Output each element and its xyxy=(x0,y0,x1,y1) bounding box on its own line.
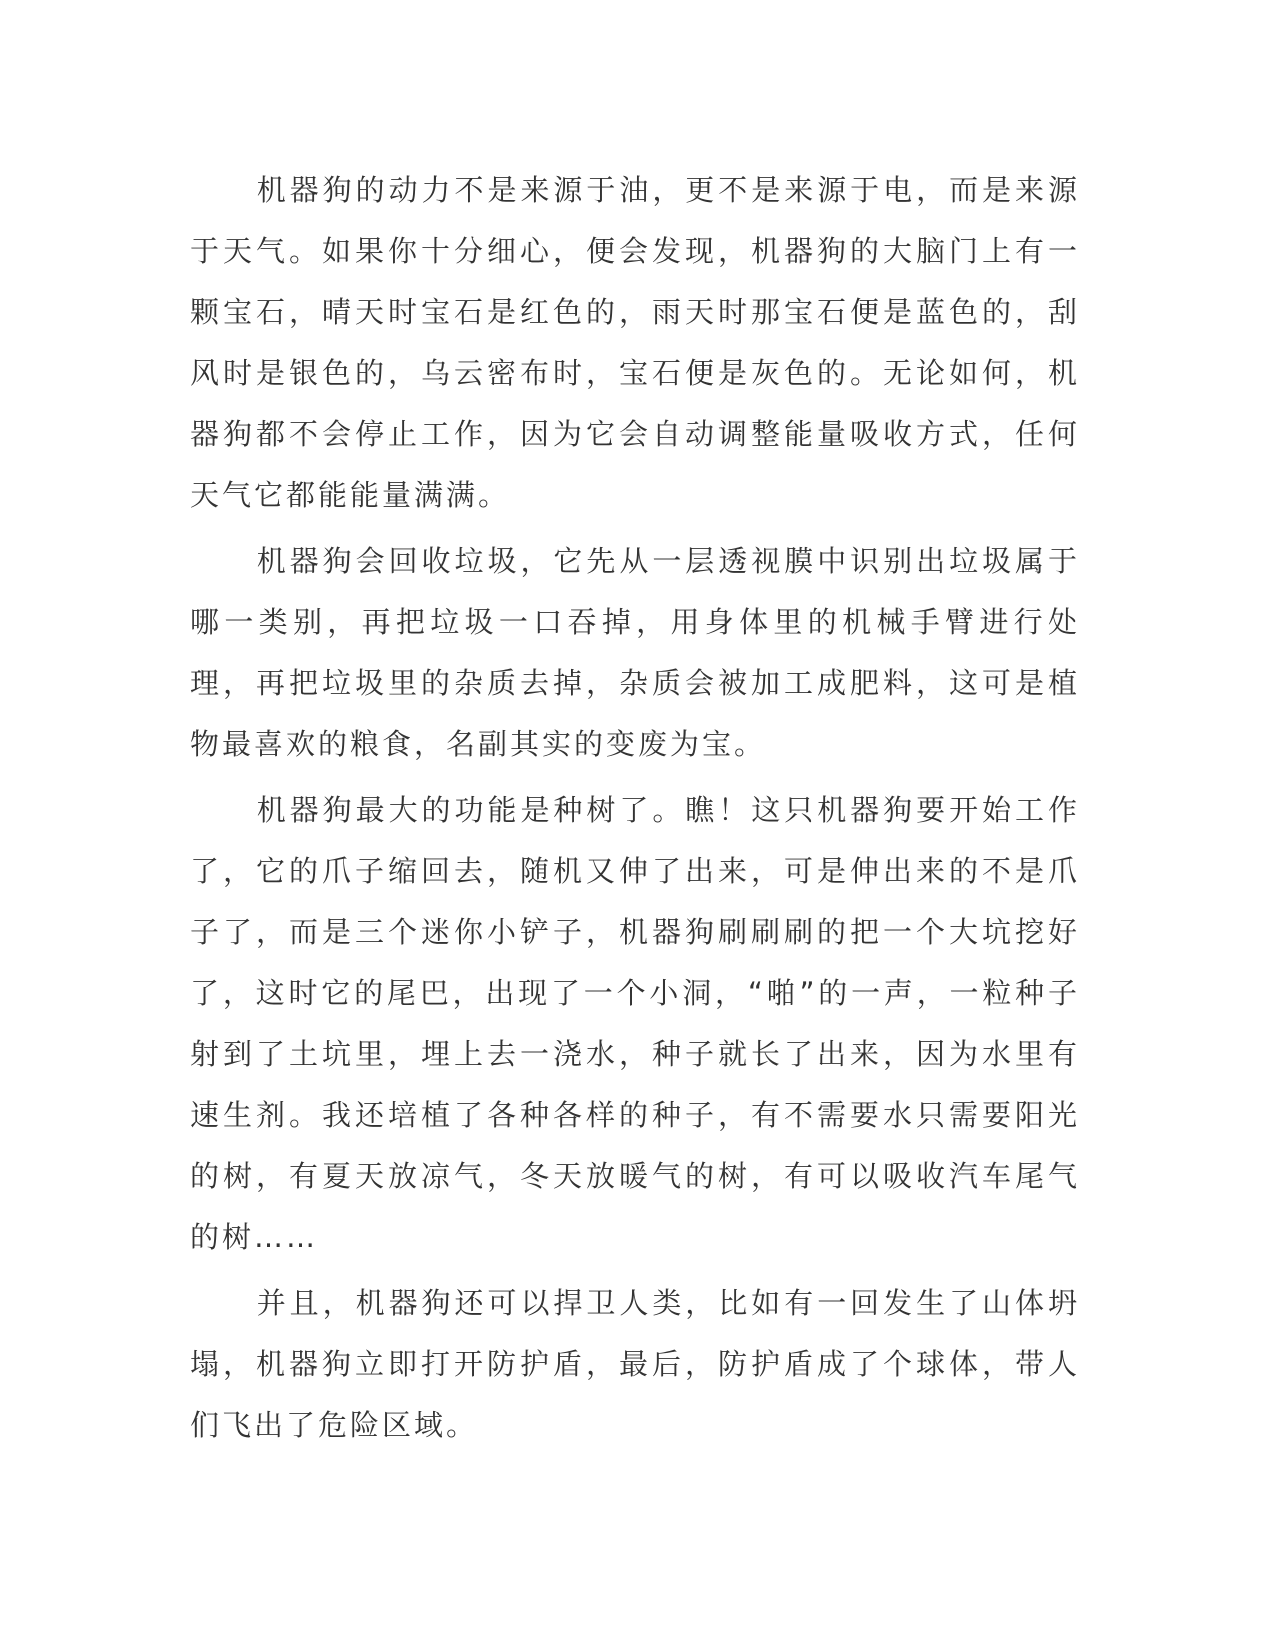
paragraph-power-source: 机器狗的动力不是来源于油，更不是来源于电，而是来源于天气。如果你十分细心，便会发现，机器狗的大脑门上有一颗宝石，晴天时宝石是红色的，雨天时那宝石便是蓝色的，刮风时是银色的，乌云密布时，宝石便是灰色的。无论如何，机器狗都不会停止工作，因为它会自动调整能量吸收方式，任何天气它都能能量满满。 xyxy=(190,173,1080,512)
paragraph-garbage-recycling: 机器狗会回收垃圾，它先从一层透视膜中识别出垃圾属于哪一类别，再把垃圾一口吞掉，用身体里的机械手臂进行处理，再把垃圾里的杂质去掉，杂质会被加工成肥料，这可是植物最喜欢的粮食，名副其实的变废为宝。 xyxy=(190,544,1080,761)
paragraph-tree-planting: 机器狗最大的功能是种树了。瞧！这只机器狗要开始工作了，它的爪子缩回去，随机又伸了出来，可是伸出来的不是爪子了，而是三个迷你小铲子，机器狗刷刷刷的把一个大坑挖好了，这时它的尾巴，出现了一个小洞，“啪”的一声，一粒种子射到了土坑里，埋上去一浇水，种子就长了出来，因为水里有速生剂。我还培植了各种各样的种子，有不需要水只需要阳光的树，有夏天放凉气，冬天放暖气的树，有可以吸收汽车尾气的树…… xyxy=(190,793,1080,1254)
document-body xyxy=(190,160,1080,1461)
paragraph-protecting-humans: 并且，机器狗还可以捍卫人类，比如有一回发生了山体坍塌，机器狗立即打开防护盾，最后，防护盾成了个球体，带人们飞出了危险区域。 xyxy=(190,1286,1080,1442)
